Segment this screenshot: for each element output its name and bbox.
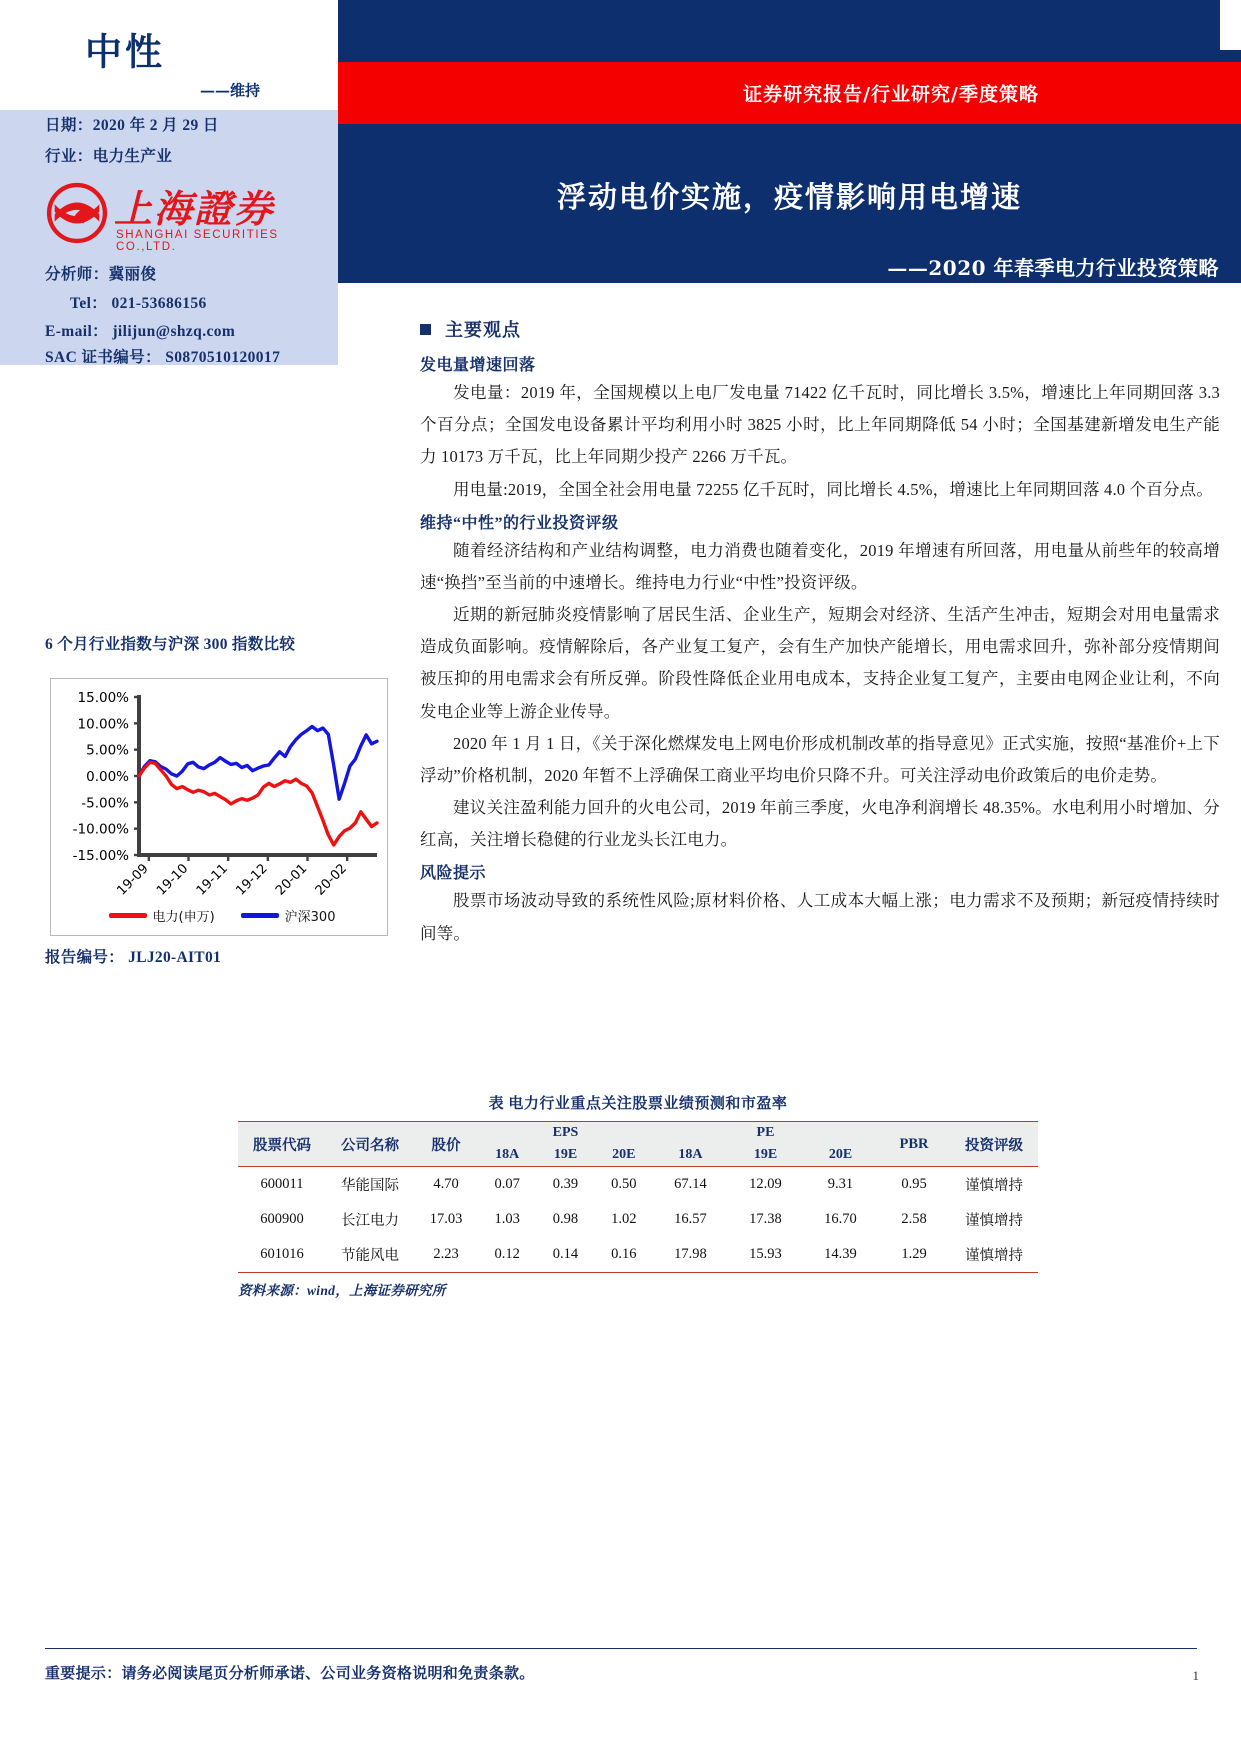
table-cell-rating: 谨慎增持 (950, 1237, 1038, 1273)
table-cell-pbr: 0.95 (878, 1167, 950, 1203)
legend-label-csi300: 沪深300 (284, 909, 336, 925)
table-cell-eps19: 0.98 (536, 1202, 594, 1237)
body-paragraph: 建议关注盈利能力回升的火电公司，2019 年前三季度，火电净利润增长 48.35%。水电利用小时增加、分红高，关注增长稳健的行业龙头长江电力。 (420, 798, 1220, 850)
svg-text:19-12: 19-12 (233, 861, 271, 899)
header-blue-top-band (338, 0, 1241, 62)
analyst-tel: Tel： 021-53686156 (70, 295, 207, 312)
body-paragraph: 随着经济结构和产业结构调整，电力消费也随着变化，2019 年增速有所回落，用电量从前些年的较高增速“换挡”至当前的中速增长。维持电力行业“中性”投资评级。 (420, 540, 1220, 592)
table-sub-col-header: 20E (595, 1144, 653, 1167)
table-cell-price: 17.03 (414, 1202, 478, 1237)
table-cell-pe18: 67.14 (653, 1167, 728, 1203)
logo-english-name: SHANGHAI SECURITIES CO.,LTD. (116, 229, 279, 253)
table-sub-col-header: 18A (478, 1144, 536, 1167)
table-col-header: 公司名称 (326, 1122, 414, 1167)
body-subheading: 风险提示 (420, 865, 487, 883)
table-cell-rating: 谨慎增持 (950, 1167, 1038, 1203)
table-caption: 表 电力行业重点关注股票业绩预测和市盈率 (488, 1096, 788, 1112)
header-white-notch (1220, 0, 1241, 50)
table-cell-pbr: 2.58 (878, 1202, 950, 1237)
legend-item-csi300 (241, 906, 336, 925)
table-cell-pe20: 9.31 (803, 1167, 878, 1203)
table-header-group-row (238, 1122, 1038, 1145)
analyst-name: 分析师：冀丽俊 (45, 266, 157, 283)
svg-text:20-02: 20-02 (312, 861, 350, 899)
table-cell-eps19: 0.39 (536, 1167, 594, 1203)
square-bullet-icon (420, 324, 431, 335)
footer-disclaimer: 重要提示：请务必阅读尾页分析师承诺、公司业务资格说明和免责条款。 (45, 1666, 535, 1682)
table-col-header: EPS (478, 1122, 653, 1145)
main-text-blocks (420, 352, 1220, 950)
table-sub-col-header: 19E (728, 1144, 803, 1167)
body-paragraph: 发电量：2019 年，全国规模以上电厂发电量 71422 亿千瓦时，同比增长 3.5%，增速比上年同期回落 3.3 个百分点；全国发电设备累计平均利用小时 3825 小时，比上年同期降低 54 小时；全国基建新增发电生产能力 10173 万千瓦，比上年同期少投产 2266 万千瓦。 (420, 383, 1220, 467)
main-content (420, 316, 1220, 950)
stock-table-block (238, 1092, 1038, 1299)
report-number: 报告编号： JLJ20-AIT01 (45, 949, 222, 966)
table-cell-eps19: 0.14 (536, 1237, 594, 1273)
table-cell-code: 600900 (238, 1202, 326, 1237)
svg-text:19-09: 19-09 (114, 861, 152, 899)
table-col-header: 投资评级 (950, 1122, 1038, 1167)
table-cell-pbr: 1.29 (878, 1237, 950, 1273)
table-source-note: 资料来源：wind，上海证券研究所 (238, 1283, 446, 1298)
table-row (238, 1237, 1038, 1273)
rating-change-label: ——维持 (200, 81, 261, 100)
report-date: 日期：2020 年 2 月 29 日 (45, 117, 219, 134)
main-section-header (420, 316, 1220, 342)
report-category-banner: 证券研究报告/行业研究/季度策略 (743, 83, 1039, 106)
table-cell-pe18: 17.98 (653, 1237, 728, 1273)
table-cell-price: 2.23 (414, 1237, 478, 1273)
rating-box (0, 0, 338, 110)
table-body (238, 1167, 1038, 1273)
body-paragraph: 用电量:2019，全国全社会用电量 72255 亿千瓦时，同比增长 4.5%，增速比上年同期回落 4.0 个百分点。 (453, 479, 1214, 499)
chart-canvas (51, 679, 387, 935)
table-cell-price: 4.70 (414, 1167, 478, 1203)
table-col-header: 股价 (414, 1122, 478, 1167)
legend-label-power: 电力(申万) (152, 909, 215, 925)
shanghai-securities-logo-icon (46, 182, 108, 244)
table-cell-pe20: 16.70 (803, 1202, 878, 1237)
sac-license-number: SAC 证书编号： S0870510120017 (45, 349, 281, 366)
svg-text:-10.00%: -10.00% (72, 821, 129, 838)
svg-text:0.00%: 0.00% (86, 769, 129, 785)
table-head (238, 1122, 1038, 1167)
table-cell-rating: 谨慎增持 (950, 1202, 1038, 1237)
legend-swatch-csi300 (241, 913, 279, 918)
table-col-header: PBR (878, 1122, 950, 1167)
report-industry: 行业：电力生产业 (45, 148, 173, 165)
logo-chinese-name: 上海證券 (114, 186, 275, 231)
main-section-title: 主要观点 (445, 320, 521, 340)
table-cell-eps18: 1.03 (478, 1202, 536, 1237)
table-cell-pe19: 15.93 (728, 1237, 803, 1273)
table-col-header: PE (653, 1122, 878, 1145)
table-cell-eps20: 0.16 (595, 1237, 653, 1273)
table-cell-pe18: 16.57 (653, 1202, 728, 1237)
table-cell-pe20: 14.39 (803, 1237, 878, 1273)
table-cell-eps20: 0.50 (595, 1167, 653, 1203)
svg-text:5.00%: 5.00% (86, 742, 129, 759)
page-number: 1 (1192, 1668, 1199, 1683)
svg-text:20-01: 20-01 (273, 861, 311, 899)
svg-text:-15.00%: -15.00% (72, 848, 129, 864)
table-cell-code: 601016 (238, 1237, 326, 1273)
page-subtitle: ——2020 年春季电力行业投资策略 (887, 256, 1219, 280)
table-sub-col-header: 18A (653, 1144, 728, 1167)
svg-text:15.00%: 15.00% (77, 690, 129, 706)
legend-item-power (109, 906, 215, 925)
table-sub-col-header: 20E (803, 1144, 878, 1167)
legend-swatch-power (109, 913, 147, 918)
chart-title: 6 个月行业指数与沪深 300 指数比较 (45, 636, 296, 653)
table-cell-name: 长江电力 (326, 1202, 414, 1237)
table-sub-col-header: 19E (536, 1144, 594, 1167)
company-logo (42, 180, 317, 252)
svg-text:19-11: 19-11 (193, 861, 231, 899)
stock-forecast-table (238, 1121, 1038, 1273)
svg-text:10.00%: 10.00% (77, 716, 129, 733)
table-cell-eps18: 0.12 (478, 1237, 536, 1273)
footer-divider (45, 1648, 1197, 1649)
investment-rating: 中性 (85, 29, 165, 74)
table-cell-eps20: 1.02 (595, 1202, 653, 1237)
table-cell-name: 节能风电 (326, 1237, 414, 1273)
chart-legend (62, 898, 382, 932)
table-cell-eps18: 0.07 (478, 1167, 536, 1203)
body-paragraph: 股票市场波动导致的系统性风险;原材料价格、人工成本大幅上涨；电力需求不及预期；新冠疫情持续时间等。 (420, 891, 1220, 943)
table-cell-pe19: 17.38 (728, 1202, 803, 1237)
svg-text:19-10: 19-10 (154, 861, 192, 899)
body-paragraph: 2020 年 1 月 1 日，《关于深化燃煤发电上网电价形成机制改革的指导意见》正式实施，按照“基准价+上下浮动”价格机制，2020 年暂不上浮确保工商业平均电价只降不升。可关注浮动电价政策后的电价走势。 (420, 733, 1220, 785)
table-cell-pe19: 12.09 (728, 1167, 803, 1203)
body-subheading: 维持“中性”的行业投资评级 (420, 514, 619, 532)
table-row (238, 1167, 1038, 1203)
table-cell-name: 华能国际 (326, 1167, 414, 1203)
body-paragraph: 近期的新冠肺炎疫情影响了居民生活、企业生产，短期会对经济、生活产生冲击，短期会对用电量需求造成负面影响。疫情解除后，各产业复工复产，会有生产加快产能增长，用电需求回升，弥补部分疫情期间被压抑的用电需求会有所反弹。阶段性降低企业用电成本，支持企业复工复产，主要由电网企业让利，不向发电企业等上游企业传导。 (420, 605, 1220, 721)
table-cell-code: 600011 (238, 1167, 326, 1203)
body-subheading: 发电量增速回落 (420, 357, 536, 374)
table-row (238, 1202, 1038, 1237)
table-col-header: 股票代码 (238, 1122, 326, 1167)
svg-text:-5.00%: -5.00% (81, 795, 129, 812)
page-title: 浮动电价实施，疫情影响用电增速 (556, 180, 1022, 214)
analyst-email: E-mail： jilijun@shzq.com (45, 323, 236, 340)
